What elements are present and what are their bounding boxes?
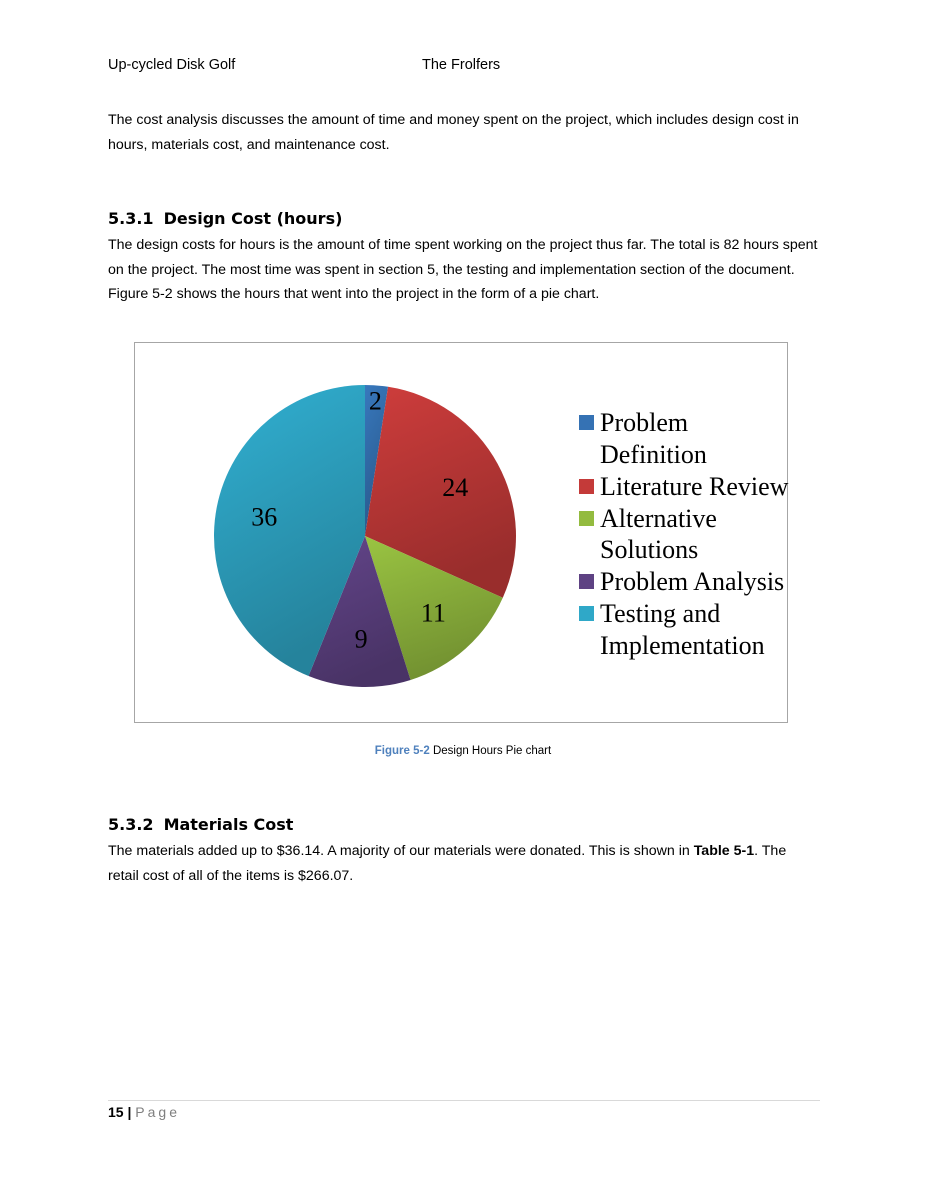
caption-label: Figure 5-2 <box>374 745 430 757</box>
legend-swatch <box>579 511 594 526</box>
caption-text: Design Hours Pie chart <box>429 745 552 757</box>
section-532-body <box>108 839 820 888</box>
legend-swatch <box>579 479 594 494</box>
page-footer <box>108 1104 180 1120</box>
header-left: Up-cycled Disk Golf <box>108 57 236 73</box>
heading-531-number: 5.3.1 <box>108 209 154 228</box>
body-text-start: The materials added up to $36.14. A majority of our materials were donated. This is shown in <box>108 843 694 859</box>
legend-swatch <box>579 574 594 589</box>
legend-item-problem-definition <box>579 407 800 470</box>
data-label-alternative-solutions: 11 <box>420 598 446 628</box>
legend-label: Problem Analysis <box>600 567 785 596</box>
heading-531-title: Design Cost (hours) <box>163 209 343 228</box>
data-label-testing-and-implementation: 36 <box>251 502 278 532</box>
data-label-problem-analysis: 9 <box>354 624 368 654</box>
heading-532-number: 5.3.2 <box>108 815 154 834</box>
pie-chart <box>134 342 788 723</box>
table-reference: Table 5-1 <box>693 843 755 859</box>
section-531-body: The design costs for hours is the amount of time spent working on the project thus far. The total is 82 hours spent on the project. The most time was spent in section 5, the testing and implementation section of the document. Figure 5-2 shows the hours that went into the project in the form of a pie chart. <box>108 237 818 302</box>
chart-legend <box>579 407 800 662</box>
legend-item-problem-analysis <box>579 566 800 598</box>
legend-label: Testing and Implementation <box>600 599 765 660</box>
data-label-literature-review: 24 <box>442 472 469 502</box>
figure-caption <box>0 745 926 757</box>
body-text-end: . The retail cost of all of the items is $266.07. <box>108 843 787 884</box>
legend-label: Problem Definition <box>600 408 707 469</box>
page-number: 15 <box>108 1104 124 1120</box>
header-right: The Frolfers <box>422 57 501 73</box>
footer-divider <box>108 1100 820 1101</box>
legend-item-literature-review <box>579 471 800 503</box>
legend-swatch <box>579 606 594 621</box>
heading-531 <box>108 209 342 228</box>
legend-item-testing-and-implementation <box>579 598 800 661</box>
data-label-problem-definition: 2 <box>368 386 382 416</box>
heading-532 <box>108 815 293 834</box>
heading-532-title: Materials Cost <box>163 815 294 834</box>
legend-swatch <box>579 415 594 430</box>
intro-paragraph: The cost analysis discusses the amount of time and money spent on the project, which includes design cost in hours, materials cost, and maintenance cost. <box>108 112 799 153</box>
footer-separator: | <box>127 1104 132 1120</box>
page-label: Page <box>135 1104 180 1120</box>
legend-label: Alternative Solutions <box>600 503 717 564</box>
legend-label: Literature Review <box>600 471 789 501</box>
legend-item-alternative-solutions <box>579 503 800 566</box>
